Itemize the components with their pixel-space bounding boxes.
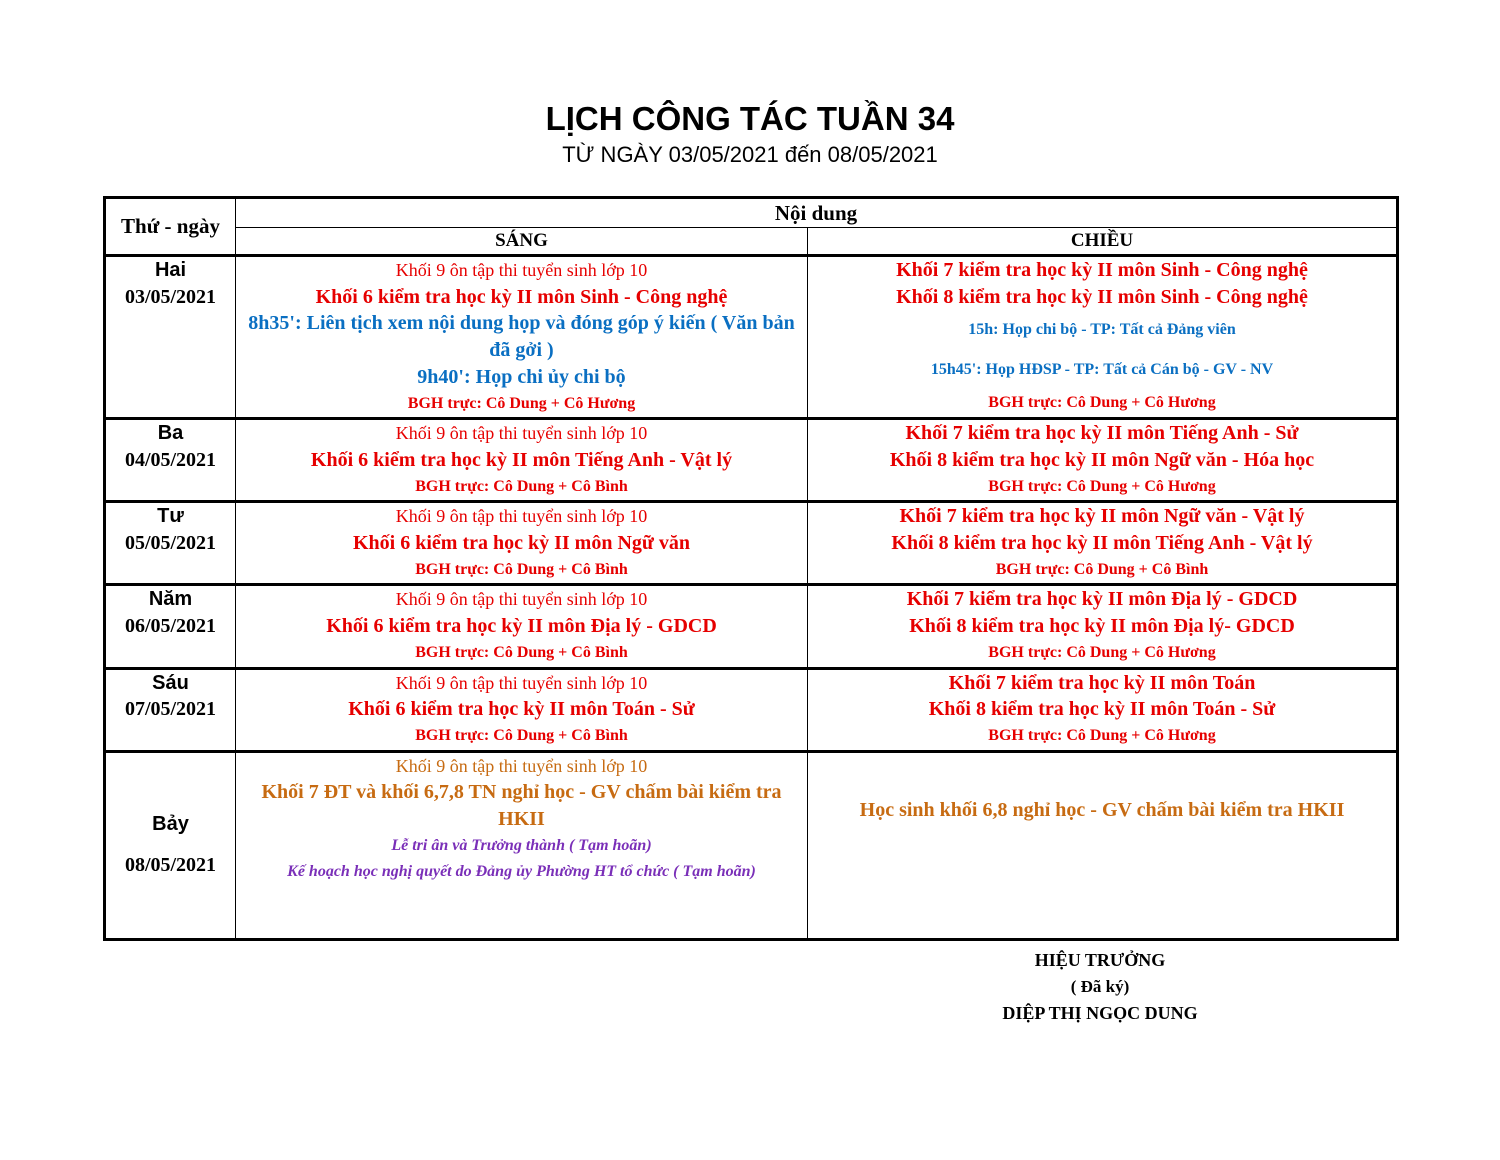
- morning-cell: [236, 419, 808, 502]
- morning-entry: Lễ tri ân và Trưởng thành ( Tạm hoãn): [391, 836, 652, 854]
- signature-name: DIỆP THỊ NGỌC DUNG: [1002, 1003, 1198, 1023]
- afternoon-entry: Khối 7 kiểm tra học kỳ II môn Tiếng Anh - Sử: [905, 422, 1299, 445]
- morning-entry: BGH trực: Cô Dung + Cô Hương: [407, 394, 636, 412]
- day-name: Năm: [148, 588, 193, 611]
- day-date: 05/05/2021: [124, 532, 217, 555]
- schedule-row: [105, 502, 1398, 585]
- afternoon-entry: Khối 8 kiểm tra học kỳ II môn Ngữ văn - Hóa học: [889, 448, 1315, 471]
- schedule-row: [105, 668, 1398, 751]
- morning-entry: Khối 6 kiểm tra học kỳ II môn Địa lý - GDCD: [326, 615, 717, 638]
- signature-status: ( Đã ký): [1070, 977, 1130, 996]
- day-date: 06/05/2021: [124, 615, 217, 638]
- afternoon-entry: Khối 7 kiểm tra học kỳ II môn Ngữ văn - Vật lý: [899, 505, 1305, 528]
- morning-entry: Khối 9 ôn tập thi tuyển sinh lớp 10: [395, 755, 648, 776]
- schedule-row: [105, 585, 1398, 668]
- afternoon-cell: [808, 668, 1398, 751]
- morning-cell: [236, 668, 808, 751]
- afternoon-cell: [808, 585, 1398, 668]
- day-name: Sáu: [152, 671, 189, 694]
- morning-entry: Khối 6 kiểm tra học kỳ II môn Sinh - Công nghệ: [315, 285, 728, 308]
- morning-cell: [236, 256, 808, 419]
- morning-entry: Khối 9 ôn tập thi tuyển sinh lớp 10: [395, 589, 648, 610]
- day-cell: [105, 502, 236, 585]
- morning-entry: Khối 9 ôn tập thi tuyển sinh lớp 10: [395, 423, 648, 444]
- afternoon-cell: [808, 419, 1398, 502]
- afternoon-entry: Khối 8 kiểm tra học kỳ II môn Sinh - Công nghệ: [896, 285, 1308, 308]
- afternoon-cell: [808, 751, 1398, 939]
- header-morning: SÁNG: [236, 228, 808, 256]
- day-date: 07/05/2021: [124, 698, 217, 721]
- afternoon-entry: BGH trực: Cô Dung + Cô Hương: [988, 726, 1216, 744]
- afternoon-entry: BGH trực: Cô Dung + Cô Hương: [988, 643, 1216, 661]
- morning-entry: 8h35': Liên tịch xem nội dung họp và đóng góp ý kiến ( Văn bản đã gởi ): [248, 312, 795, 362]
- day-name: Bảy: [152, 813, 189, 836]
- morning-entry: Khối 6 kiểm tra học kỳ II môn Ngữ văn: [352, 532, 691, 555]
- morning-entry: BGH trực: Cô Dung + Cô Bình: [415, 560, 628, 578]
- day-name: Ba: [157, 422, 184, 445]
- day-date: 08/05/2021: [124, 854, 217, 877]
- afternoon-entry: 15h: Họp chi bộ - TP: Tất cả Đảng viên: [968, 321, 1236, 339]
- header-content: Nội dung: [236, 198, 1398, 228]
- morning-cell: [236, 751, 808, 939]
- page-title: LỊCH CÔNG TÁC TUẦN 34: [545, 100, 955, 137]
- afternoon-entry: BGH trực: Cô Dung + Cô Hương: [988, 394, 1216, 412]
- afternoon-entry: Khối 8 kiểm tra học kỳ II môn Địa lý- GDCD: [909, 615, 1295, 638]
- schedule-row: [105, 256, 1398, 419]
- afternoon-cell: [808, 502, 1398, 585]
- afternoon-entry: Khối 8 kiểm tra học kỳ II môn Tiếng Anh - Vật lý: [891, 532, 1313, 555]
- day-cell: [105, 751, 236, 939]
- day-cell: [105, 585, 236, 668]
- morning-entry: Khối 6 kiểm tra học kỳ II môn Toán - Sử: [348, 698, 695, 721]
- afternoon-entry: BGH trực: Cô Dung + Cô Bình: [995, 560, 1209, 578]
- afternoon-cell: [808, 256, 1398, 419]
- day-cell: [105, 419, 236, 502]
- afternoon-entry: Khối 7 kiểm tra học kỳ II môn Địa lý - GDCD: [906, 588, 1298, 611]
- afternoon-entry: Khối 8 kiểm tra học kỳ II môn Toán - Sử: [928, 698, 1276, 721]
- morning-entry: Khối 7 ĐT và khối 6,7,8 TN nghỉ học - GV chấm bài kiểm tra HKII: [261, 781, 782, 831]
- morning-entry: BGH trực: Cô Dung + Cô Bình: [415, 726, 628, 744]
- day-cell: [105, 256, 236, 419]
- day-date: 04/05/2021: [124, 448, 217, 471]
- day-name: Tư: [157, 505, 184, 528]
- header-afternoon: CHIỀU: [808, 228, 1398, 256]
- signature-role: HIỆU TRƯỞNG: [1034, 950, 1166, 970]
- schedule-row: [105, 751, 1398, 939]
- afternoon-entry: Học sinh khối 6,8 nghỉ học - GV chấm bài kiểm tra HKII: [859, 798, 1345, 821]
- morning-entry: Khối 9 ôn tập thi tuyển sinh lớp 10: [395, 672, 648, 693]
- header-day: Thứ - ngày: [105, 198, 236, 256]
- morning-entry: Khối 6 kiểm tra học kỳ II môn Tiếng Anh - Vật lý: [310, 448, 733, 471]
- day-name: Hai: [154, 259, 187, 281]
- afternoon-entry: Khối 7 kiểm tra học kỳ II môn Sinh - Công nghệ: [896, 259, 1308, 281]
- morning-cell: [236, 585, 808, 668]
- day-date: 03/05/2021: [124, 285, 217, 308]
- morning-entry: Khối 9 ôn tập thi tuyển sinh lớp 10: [395, 506, 648, 527]
- morning-cell: [236, 502, 808, 585]
- day-cell: [105, 668, 236, 751]
- morning-entry: BGH trực: Cô Dung + Cô Bình: [415, 643, 628, 661]
- afternoon-entry: 15h45': Họp HĐSP - TP: Tất cả Cán bộ - GV - NV: [930, 361, 1274, 379]
- morning-entry: Khối 9 ôn tập thi tuyển sinh lớp 10: [395, 260, 648, 280]
- morning-entry: BGH trực: Cô Dung + Cô Bình: [415, 477, 628, 495]
- afternoon-entry: BGH trực: Cô Dung + Cô Hương: [988, 477, 1216, 495]
- schedule-row: [105, 419, 1398, 502]
- date-range: TỪ NGÀY 03/05/2021 đến 08/05/2021: [562, 142, 938, 167]
- afternoon-entry: Khối 7 kiểm tra học kỳ II môn Toán: [948, 671, 1256, 694]
- schedule-table: [103, 196, 1399, 941]
- morning-entry: Kế hoạch học nghị quyết do Đảng ủy Phường HT tổ chức ( Tạm hoãn): [287, 863, 756, 881]
- morning-entry: 9h40': Họp chi ủy chi bộ: [417, 365, 626, 388]
